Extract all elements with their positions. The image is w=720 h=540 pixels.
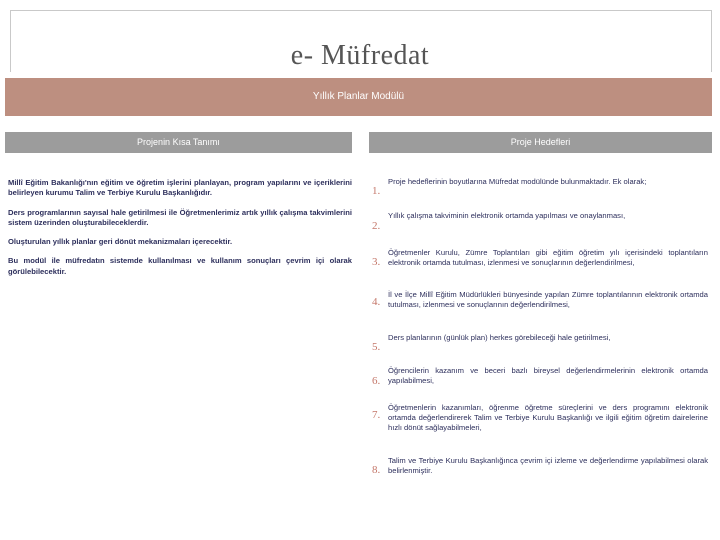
- module-title-bar: Yıllık Planlar Modülü: [5, 78, 712, 116]
- left-column-header: Projenin Kısa Tanımı: [5, 132, 352, 153]
- description-paragraph: Bu modül ile müfredatın sistemde kullanılması ve kullanım sonuçları çevrim içi olarak görülebilecektir.: [8, 256, 352, 276]
- goal-number: 1.: [372, 185, 381, 197]
- goal-text: Ders planlarının (günlük plan) herkes görebileceği hale getirilmesi,: [388, 333, 611, 342]
- goal-text: Proje hedeflerinin boyutlarına Müfredat modülünde bulunmaktadır. Ek olarak;: [388, 177, 647, 186]
- goal-number: 8.: [372, 464, 381, 476]
- goal-text: Öğretmenler Kurulu, Zümre Toplantıları gibi eğitim öğretim yılı içerisindeki toplantıların elektronik ortamda tutulması, izlenmesi ve sonuçlarının değerlendirilmesi,: [388, 248, 708, 268]
- right-column-header: Proje Hedefleri: [369, 132, 712, 153]
- goal-text: Öğrencilerin kazanım ve beceri bazlı bireysel değerlendirmelerinin elektronik ortamda yapılabilmesi,: [388, 366, 708, 386]
- goal-number: 4.: [372, 296, 381, 308]
- goal-number: 3.: [372, 256, 381, 268]
- goal-number: 2.: [372, 220, 381, 232]
- page-title: e- Müfredat: [290, 40, 430, 71]
- goal-text: Öğretmenlerin kazanımları, öğrenme öğretme süreçlerini ve ders programını elektronik ortamda değerlendirerek Talim ve Terbiye Kurulu Başkanlığı ve ilgili eğitim öğretim dairelerine hızlı dönüt sağlayabilmeleri,: [388, 403, 708, 433]
- project-description: [8, 178, 352, 286]
- description-paragraph: Ders programlarının sayısal hale getirilmesi ile Öğretmenlerimiz artık yıllık çalışma takvimlerini sistem üzerinden oluşturabileceklerdir.: [8, 207, 352, 227]
- goal-text: Talim ve Terbiye Kurulu Başkanlığınca çevrim içi izleme ve değerlendirme yapılabilmesi olarak belirlenmiştir.: [388, 456, 708, 476]
- goal-number: 6.: [372, 375, 381, 387]
- goal-text: İl ve İlçe Millî Eğitim Müdürlükleri bünyesinde yapılan Zümre toplantılarının elektronik ortamda tutulması, izlenmesi ve sonuçlarının değerlendirilmesi,: [388, 290, 708, 310]
- goal-text: Yıllık çalışma takviminin elektronik ortamda yapılması ve onaylanması,: [388, 211, 626, 220]
- goal-number: 7.: [372, 409, 381, 421]
- description-paragraph: Millî Eğitim Bakanlığı'nın eğitim ve öğretim işlerini planlayan, program yapılarını ve içeriklerini belirleyen kurumu Talim ve Terbiye Kurulu Başkanlığıdır.: [8, 178, 352, 198]
- goal-number: 5.: [372, 341, 381, 353]
- description-paragraph: Oluşturulan yıllık planlar geri dönüt mekanizmaları içerecektir.: [8, 237, 233, 247]
